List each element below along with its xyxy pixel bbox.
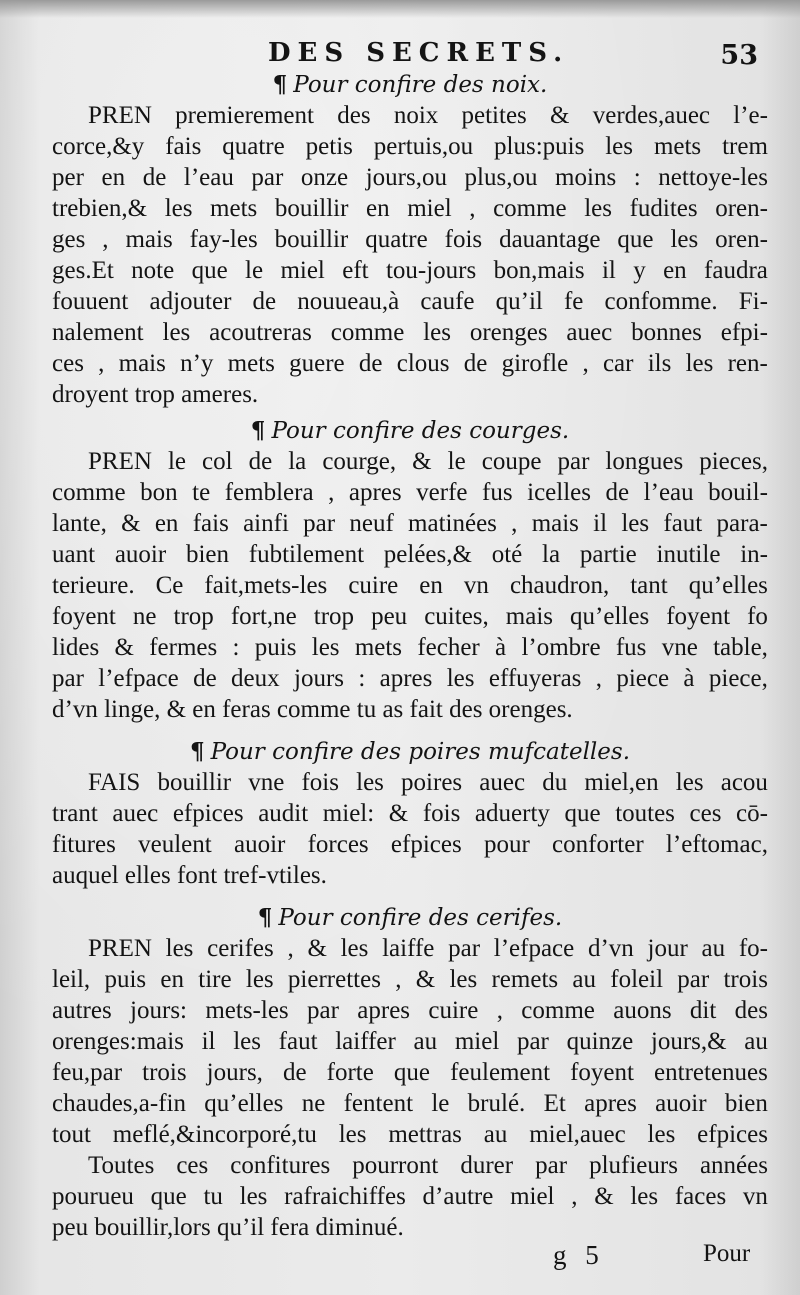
pilcrow-mark: ¶ — [189, 738, 205, 765]
section-courges — [52, 416, 768, 725]
text-line: uant auoir bien fubtilement pelées,& oté la partie inutile in- — [52, 541, 768, 568]
heading-text: Pour confire des poires mufcatelles. — [210, 739, 631, 765]
text-line: fouuent adjouter de nouueau,à caufe qu’il fe confomme. Fi- — [52, 288, 768, 315]
text-line: par l’efpace de deux jours : apres les effuyeras , piece à piece, — [52, 665, 768, 692]
text-line: autres jours: mets-les par apres cuire , comme auons dit des — [52, 997, 768, 1024]
text-line: comme bon te femblera , apres verfe fus icelles de l’eau bouil- — [52, 479, 768, 506]
heading-text: Pour confire des courges. — [271, 418, 570, 444]
signature-mark: g 5 — [553, 1240, 605, 1270]
text-line: Toutes ces confitures pourront durer par plufieurs années — [88, 1152, 768, 1179]
catchword: Pour — [703, 1240, 751, 1267]
text-line: leil, puis en tire les pierrettes , & les remets au foleil par trois — [52, 966, 768, 993]
text-line: PREN le col de la courge, & le coupe par longues pieces, — [88, 448, 768, 475]
text-line: trebien,& les mets bouillir en miel , comme les fudites oren- — [52, 195, 768, 222]
text-line: per en de l’eau par onze jours,ou plus,ou moins : nettoye-les — [52, 164, 768, 191]
text-line: peu bouillir,lors qu’il fera diminué. — [52, 1214, 404, 1241]
page-number: 53 — [720, 40, 758, 71]
heading-text: Pour confire des noix. — [293, 72, 548, 98]
text-line: orenges:mais il les faut laiffer au miel par quinze jours,& au — [52, 1028, 768, 1055]
text-line: chaudes,a-fin qu’elles ne fentent le brulé. Et apres auoir bien — [52, 1090, 768, 1117]
text-line: ges.Et note que le miel eft tou-jours bon,mais il y en faudra — [52, 257, 768, 284]
text-line: nalement les acoutreras comme les orenges auec bonnes efpi- — [52, 319, 768, 346]
section-heading — [52, 416, 768, 446]
text-line: corce,&y fais quatre petis pertuis,ou plus:puis les mets trem — [52, 133, 768, 160]
text-line: trant auec efpices audit miel: & fois aduerty que toutes ces cō- — [52, 800, 768, 827]
text-line: lante, & en fais ainfi par neuf matinées , mais il les faut para- — [52, 510, 768, 537]
text-line: pourueu que tu les rafraichiffes d’autre miel , & les faces vn — [52, 1183, 768, 1210]
text-line: lides & fermes : puis les mets fecher à l’ombre fus vne table, — [52, 634, 768, 661]
section-heading — [52, 737, 768, 767]
running-title: DES SECRETS. — [268, 38, 570, 68]
text-line: auquel elles font tref-vtiles. — [52, 862, 327, 889]
heading-text: Pour confire des cerifes. — [278, 905, 563, 931]
text-line: ces , mais n’y mets guere de clous de girofle , car ils les ren- — [52, 350, 768, 377]
section-heading — [52, 903, 768, 933]
page-footer — [0, 1240, 800, 1280]
section-poires — [52, 737, 768, 891]
page-body — [52, 70, 768, 1243]
text-line: foyent ne trop fort,ne trop peu cuites, mais qu’elles foyent fo — [52, 603, 768, 630]
pilcrow-mark: ¶ — [272, 71, 288, 98]
text-line: FAIS bouillir vne fois les poires auec du miel,en les acou — [88, 769, 768, 796]
section-cerises — [52, 903, 768, 1243]
text-line: ges , mais fay-les bouillir quatre fois dauantage que les oren- — [52, 226, 768, 253]
text-line: terieure. Ce fait,mets-les cuire en vn chaudron, tant qu’elles — [52, 572, 768, 599]
text-line: tout meflé,&incorporé,tu les mettras au miel,auec les efpices — [52, 1121, 768, 1148]
section-noix — [52, 70, 768, 410]
pilcrow-mark: ¶ — [250, 417, 266, 444]
text-line: feu,par trois jours, de forte que feulement foyent entretenues — [52, 1059, 768, 1086]
section-heading — [52, 70, 768, 100]
text-line: fitures veulent auoir forces efpices pour conforter l’eftomac, — [52, 831, 768, 858]
text-line: droyent trop ameres. — [52, 381, 259, 408]
pilcrow-mark: ¶ — [257, 904, 273, 931]
text-line: d’vn linge, & en feras comme tu as fait des orenges. — [52, 696, 573, 723]
text-line: PREN les cerifes , & les laiffe par l’efpace d’vn jour au fo- — [88, 935, 768, 962]
text-line: PREN premierement des noix petites & verdes,auec l’e- — [88, 102, 768, 129]
